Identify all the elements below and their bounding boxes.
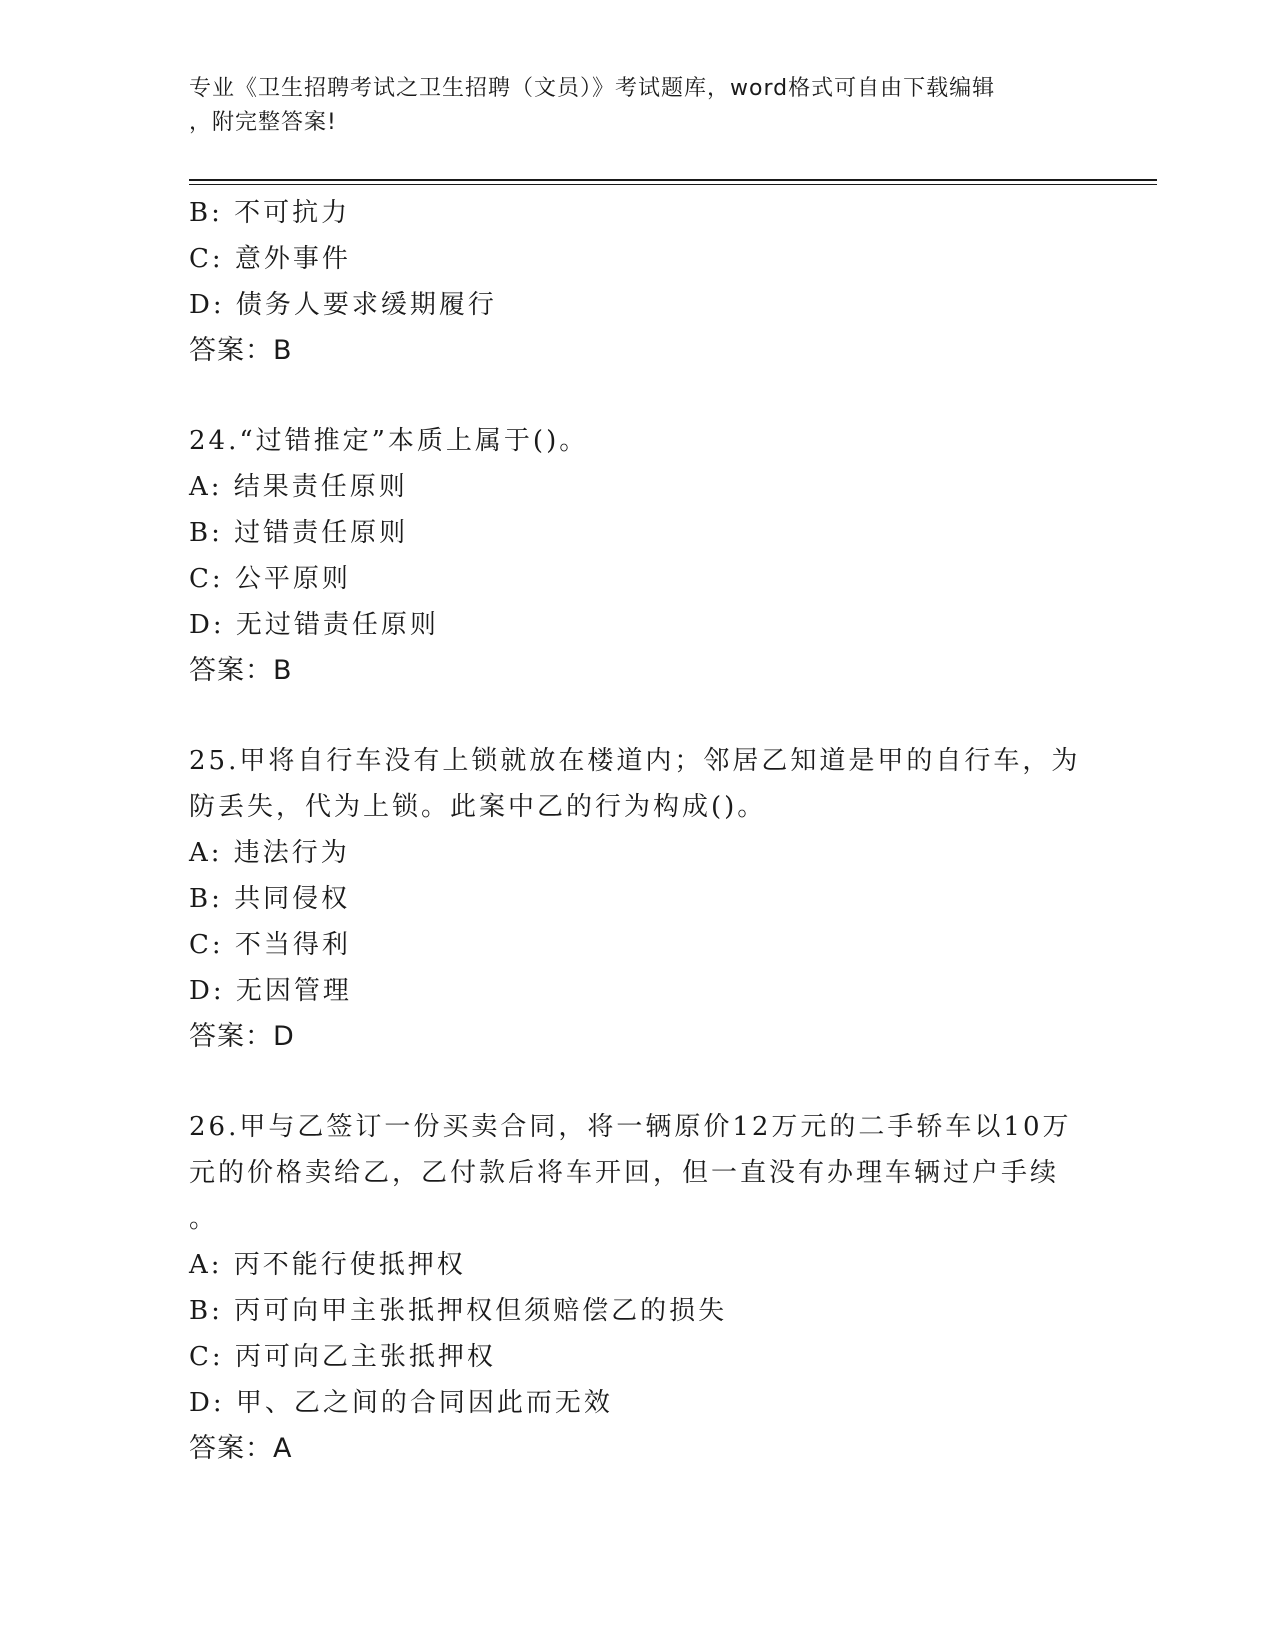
answer-line	[189, 1014, 1089, 1060]
header-divider-thick	[189, 179, 1157, 181]
option-c: C: 不当得利	[189, 930, 351, 960]
question-stem-line-2: 防丢失，代为上锁。此案中乙的行为构成()。	[189, 792, 767, 822]
answer-label: 答案：	[189, 335, 273, 366]
question-stem: 24.“过错推定”本质上属于()。	[189, 426, 589, 456]
option-a: A: 结果责任原则	[189, 472, 408, 502]
header-line-1: 专业《卫生招聘考试之卫生招聘（文员）》考试题库，word格式可自由下载编辑	[189, 76, 996, 101]
question-26	[189, 1104, 1089, 1472]
question-23-tail	[189, 190, 1089, 374]
document-header	[189, 72, 1069, 140]
answer-line	[189, 328, 1089, 374]
option-a: A: 违法行为	[189, 838, 350, 868]
question-stem-line-1: 25.甲将自行车没有上锁就放在楼道内；邻居乙知道是甲的自行车，为	[189, 746, 1081, 776]
answer-value: A	[273, 1433, 293, 1464]
option-c: C: 丙可向乙主张抵押权	[189, 1342, 496, 1372]
option-c: C: 公平原则	[189, 564, 351, 594]
question-stem-line-3: 。	[189, 1204, 219, 1234]
answer-value: B	[273, 655, 293, 686]
header-line-2: ，附完整答案!	[189, 110, 337, 135]
option-c: C: 意外事件	[189, 244, 351, 274]
option-b: B: 过错责任原则	[189, 518, 409, 548]
option-d: D: 无过错责任原则	[189, 610, 439, 640]
answer-line	[189, 1426, 1089, 1472]
question-25	[189, 738, 1089, 1060]
answer-label: 答案：	[189, 655, 273, 686]
option-d: D: 无因管理	[189, 976, 352, 1006]
option-b: B: 丙可向甲主张抵押权但须赔偿乙的损失	[189, 1296, 728, 1326]
answer-label: 答案：	[189, 1021, 273, 1052]
answer-label: 答案：	[189, 1433, 273, 1464]
question-stem-line-1: 26.甲与乙签订一份买卖合同，将一辆原价12万元的二手轿车以10万	[189, 1112, 1072, 1142]
question-list	[189, 190, 1089, 1472]
answer-line	[189, 648, 1089, 694]
option-b: B: 共同侵权	[189, 884, 351, 914]
option-d: D: 债务人要求缓期履行	[189, 290, 497, 320]
answer-value: D	[273, 1021, 295, 1052]
answer-value: B	[273, 335, 293, 366]
option-d: D: 甲、乙之间的合同因此而无效	[189, 1388, 613, 1418]
question-24	[189, 418, 1089, 694]
option-b: B: 不可抗力	[189, 198, 351, 228]
question-stem-line-2: 元的价格卖给乙，乙付款后将车开回，但一直没有办理车辆过户手续	[189, 1158, 1060, 1188]
option-a: A: 丙不能行使抵押权	[189, 1250, 466, 1280]
header-divider-thin	[189, 184, 1157, 185]
